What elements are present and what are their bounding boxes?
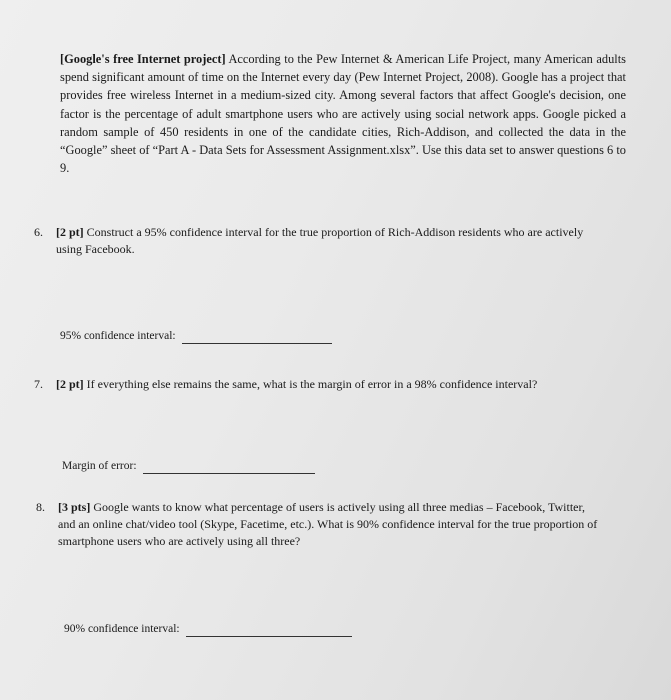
intro-tag: [Google's free Internet project] (60, 52, 226, 66)
question-8-number: 8. (36, 500, 45, 514)
answer-6-label: 95% confidence interval: (60, 330, 176, 342)
answer-6-blank[interactable] (182, 343, 332, 344)
question-7 (34, 376, 604, 393)
answer-6 (60, 329, 332, 344)
answer-8-blank[interactable] (186, 636, 352, 637)
question-7-number: 7. (34, 377, 43, 391)
question-6-text: Construct a 95% confidence interval for the true proportion of Rich-Addison residents who are actively using Facebook. (56, 225, 584, 256)
answer-8-label: 90% confidence interval: (64, 623, 180, 635)
answer-7-label: Margin of error: (62, 460, 137, 472)
question-6-body (56, 224, 596, 258)
intro-paragraph (60, 50, 626, 177)
question-7-points: [2 pt] (56, 377, 84, 391)
question-6-number: 6. (34, 225, 43, 239)
intro-text: According to the Pew Internet & American Life Project, many American adults spend significant amount of time on the Internet every day (Pew Internet Project, 2008). Google has a project that provides free wireless Internet in a medium-sized city. Among several factors that affect Google's decision, one factor is the percentage of adult smartphone users who are actively using social network apps. Google picked a random sample of 450 residents in one of the candidate cities, Rich-Addison, and collected the data in the “Google” sheet of “Part A - Data Sets for Assessment Assignment.xlsx”. Use this data set to answer questions 6 to 9. (60, 52, 626, 176)
question-8 (36, 499, 602, 550)
question-6 (34, 224, 596, 258)
question-7-body (56, 376, 604, 393)
question-8-points: [3 pts] (58, 500, 91, 514)
answer-7 (62, 459, 315, 474)
answer-7-blank[interactable] (143, 473, 315, 474)
answer-8 (64, 622, 352, 637)
question-7-text: If everything else remains the same, what is the margin of error in a 98% confidence interval? (83, 377, 538, 391)
question-8-body (58, 499, 602, 550)
question-6-points: [2 pt] (56, 225, 84, 239)
question-8-text: Google wants to know what percentage of users is actively using all three medias – Facebook, Twitter, and an online chat/video tool (Skype, Facetime, etc.). What is 90% confidence interval for the true proportion of smartphone users who are actively using all three? (58, 500, 598, 548)
